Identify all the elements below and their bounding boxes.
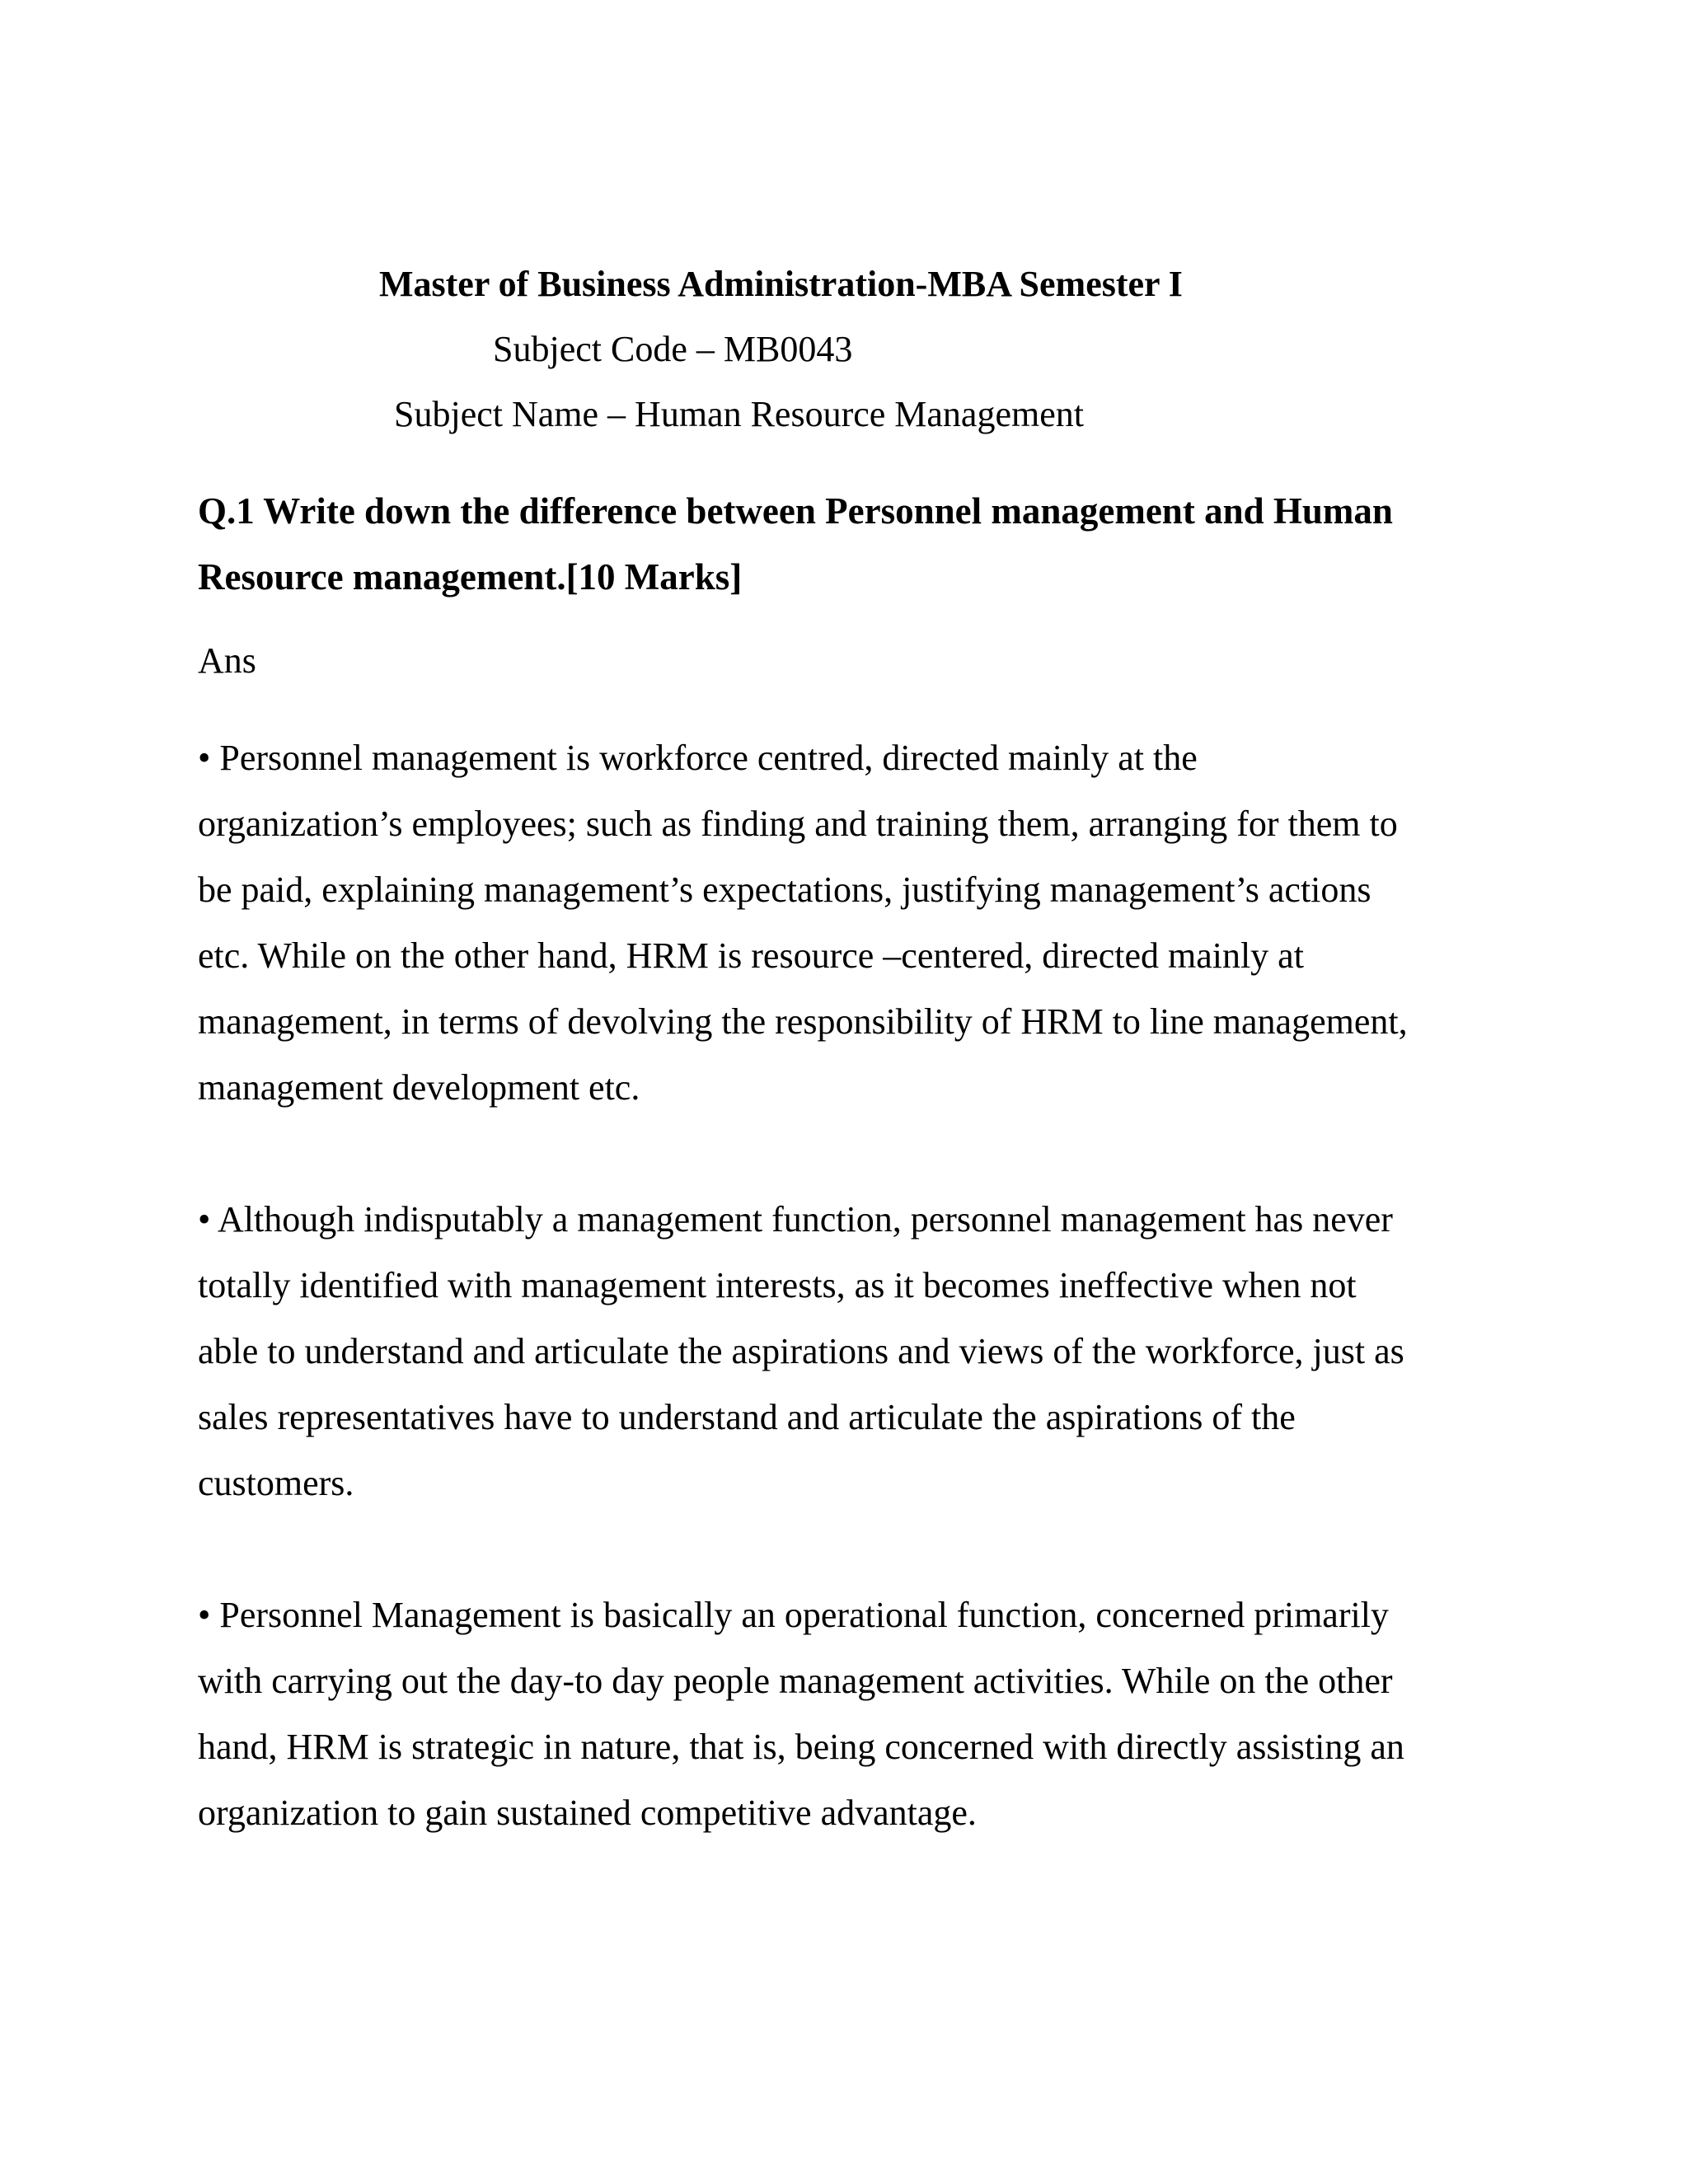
answer-points: [198, 725, 1500, 1912]
document-title: Master of Business Administration-MBA Semester I: [379, 264, 1183, 304]
subject-code: Subject Code – MB0043: [493, 329, 853, 369]
answer-line: • Personnel management is workforce centred, directed mainly at the: [198, 738, 1198, 778]
answer-line: organization to gain sustained competitive advantage.: [198, 1793, 977, 1833]
answer-line: etc. While on the other hand, HRM is resource –centered, directed mainly at: [198, 935, 1304, 976]
answer-line: • Personnel Management is basically an operational function, concerned primarily: [198, 1595, 1389, 1635]
question-heading: [198, 478, 1484, 610]
answer-line: totally identified with management interests, as it becomes ineffective when not: [198, 1265, 1357, 1305]
answer-point: [198, 725, 1500, 1121]
answer-point: [198, 1582, 1500, 1846]
answer-line: with carrying out the day-to day people management activities. While on the other: [198, 1661, 1393, 1701]
answer-line: sales representatives have to understand and articulate the aspirations of the: [198, 1397, 1296, 1437]
answer-line: organization’s employees; such as finding and training them, arranging for them to: [198, 804, 1398, 844]
answer-line: customers.: [198, 1463, 354, 1503]
question-line: Resource management.[10 Marks]: [198, 556, 743, 598]
answer-line: management development etc.: [198, 1067, 640, 1108]
answer-point: [198, 1187, 1500, 1516]
question-line: Q.1 Write down the difference between Personnel management and Human: [198, 490, 1393, 532]
answer-line: be paid, explaining management’s expectations, justifying management’s actions: [198, 869, 1372, 910]
answer-line: hand, HRM is strategic in nature, that is, being concerned with directly assisting an: [198, 1727, 1404, 1767]
answer-label: Ans: [198, 640, 256, 681]
answer-line: • Although indisputably a management function, personnel management has never: [198, 1199, 1393, 1240]
subject-name: Subject Name – Human Resource Management: [394, 394, 1084, 434]
answer-line: able to understand and articulate the aspirations and views of the workforce, just as: [198, 1331, 1404, 1371]
answer-line: management, in terms of devolving the responsibility of HRM to line management,: [198, 1001, 1408, 1042]
